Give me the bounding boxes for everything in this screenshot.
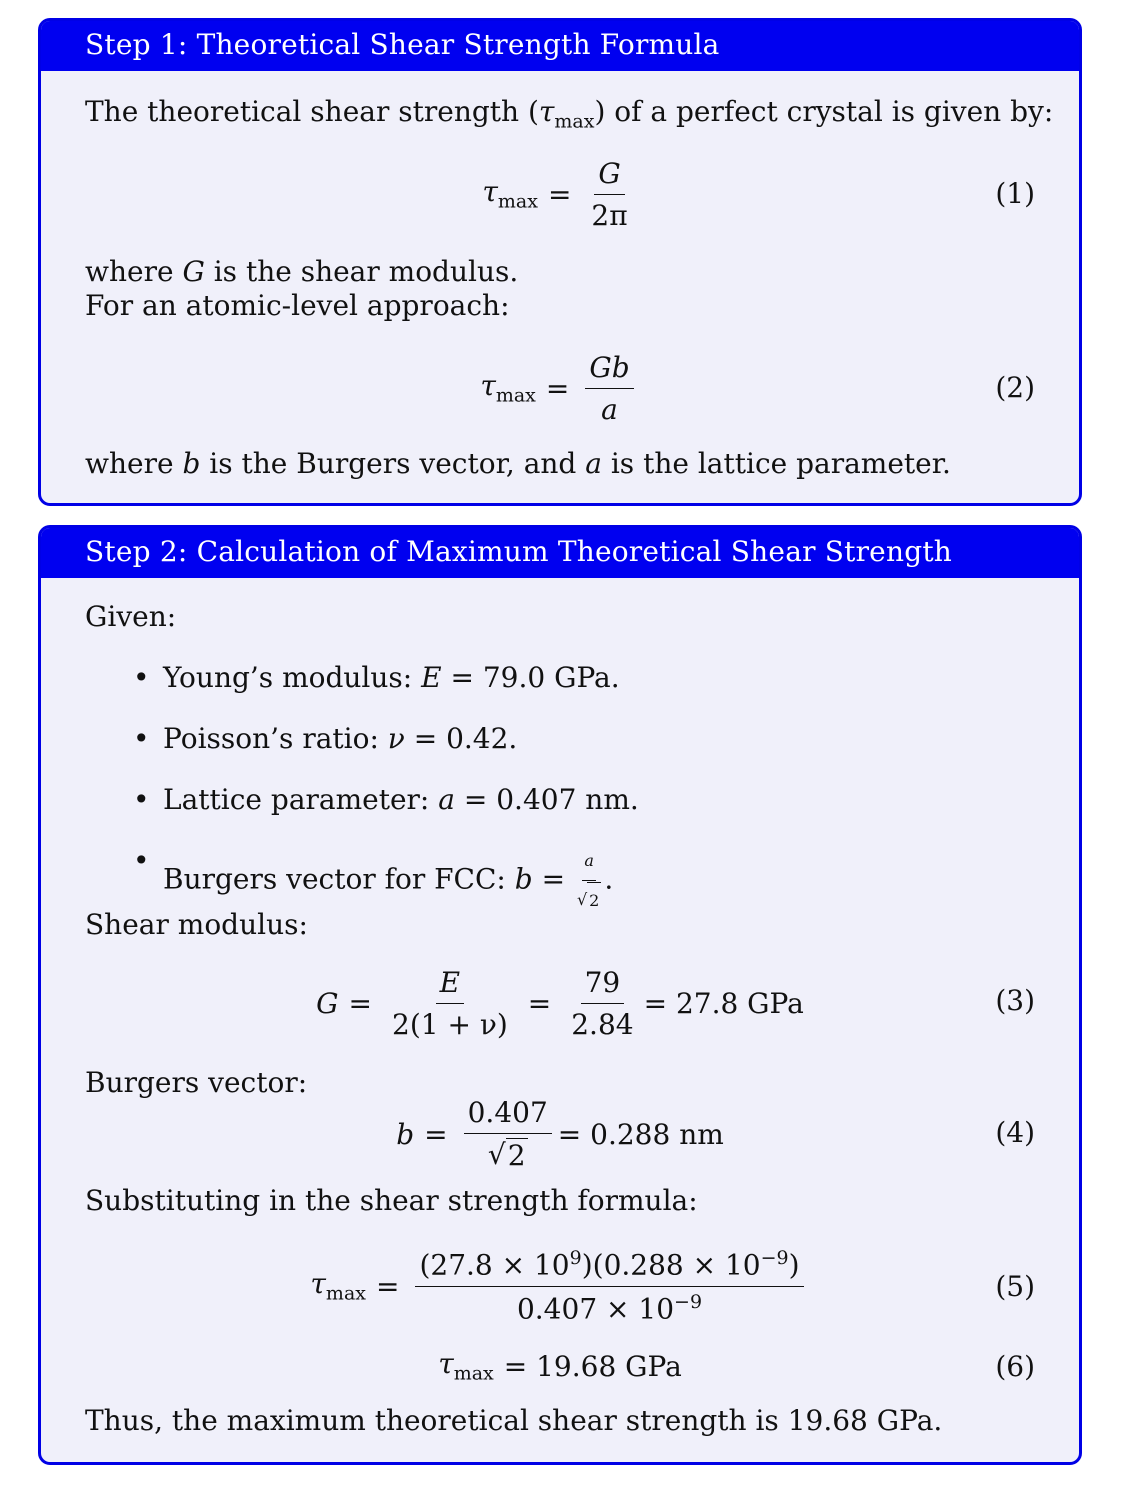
list-item: • Young’s modulus: E = 79.0 GPa. — [125, 660, 639, 721]
step1-where-b-a: where b is the Burgers vector, and a is the lattice parameter. — [85, 447, 951, 480]
step2-box — [38, 525, 1082, 1465]
equation-6: $\tau_{max}$ = 19.68 GPa — [438, 1347, 682, 1385]
given-label: Given: — [85, 600, 177, 633]
fraction-substitution: $\frac{(27.8 \times 10^9)(0.288 \times 10^{-9})}{0.407 \times 10^{-9}}$ — [415, 1247, 803, 1325]
step1-where-g: where G is the shear modulus. — [85, 255, 519, 288]
fraction-gb-over-a: $\frac{Gb}{a}$ — [585, 351, 633, 426]
step1-atomic-approach: For an atomic-level approach: — [85, 289, 510, 322]
step1-intro: The theoretical shear strength $(\tau_{max})$ of a perfect crystal is given by: — [85, 95, 1054, 133]
equation-number-5: (5) — [995, 1270, 1035, 1303]
step2-title: Step 2: Calculation of Maximum Theoretical Shear Strength — [41, 528, 1079, 578]
equation-5: $\tau_{max}$ = $\frac{(27.8 \times 10^9)(0.288 \times 10^{-9})}{0.407 \times 10^{-9}}$ — [41, 1246, 1079, 1326]
equation-number-3: (3) — [995, 984, 1035, 1017]
equation-number-2: (2) — [995, 371, 1035, 404]
list-item: • Burgers vector for FCC: b = a √ 2 . — [125, 843, 639, 904]
fraction-79-over-284: $\frac{79}{2.84}$ — [571, 965, 634, 1041]
step1-box — [38, 18, 1082, 506]
equation-number-6: (6) — [995, 1350, 1035, 1383]
fraction-g-over-2pi: $\frac{G}{2\pi}$ — [591, 156, 628, 232]
equation-3: G = $\frac{E}{2(1 + \nu)}$ = $\frac{79}{2.84}$ = 27.8 GPa — [316, 965, 804, 1041]
equation-number-4: (4) — [995, 1116, 1035, 1149]
shear-modulus-label: Shear modulus: — [85, 908, 308, 941]
equation-number-1: (1) — [995, 177, 1035, 210]
list-item: • Lattice parameter: a = 0.407 nm. — [125, 782, 639, 843]
fraction-e-over-2-1-plus-nu: $\frac{E}{2(1 + \nu)}$ — [392, 965, 508, 1041]
given-list — [125, 660, 639, 910]
step1-title: Step 1: Theoretical Shear Strength Formula — [41, 21, 1079, 71]
equation-4: b = 0.407 √ 2 = 0.288 nm — [396, 1096, 724, 1172]
burgers-vector-label: Burgers vector: — [85, 1066, 308, 1099]
list-item: • Poisson’s ratio: ν = 0.42. — [125, 721, 639, 782]
substituting-label: Substituting in the shear strength formula: — [85, 1184, 698, 1217]
fraction-a-over-sqrt2: a √ 2 — [575, 843, 603, 919]
equation-2: $\tau_{max}$ = $\frac{Gb}{a}$ — [41, 351, 1079, 425]
conclusion: Thus, the maximum theoretical shear strength is 19.68 GPa. — [85, 1404, 943, 1437]
fraction-0407-over-sqrt2: 0.407 √ 2 — [464, 1096, 552, 1172]
equation-1: $\tau_{max}$ = $\frac{G}{2\pi}$ — [41, 157, 1079, 231]
